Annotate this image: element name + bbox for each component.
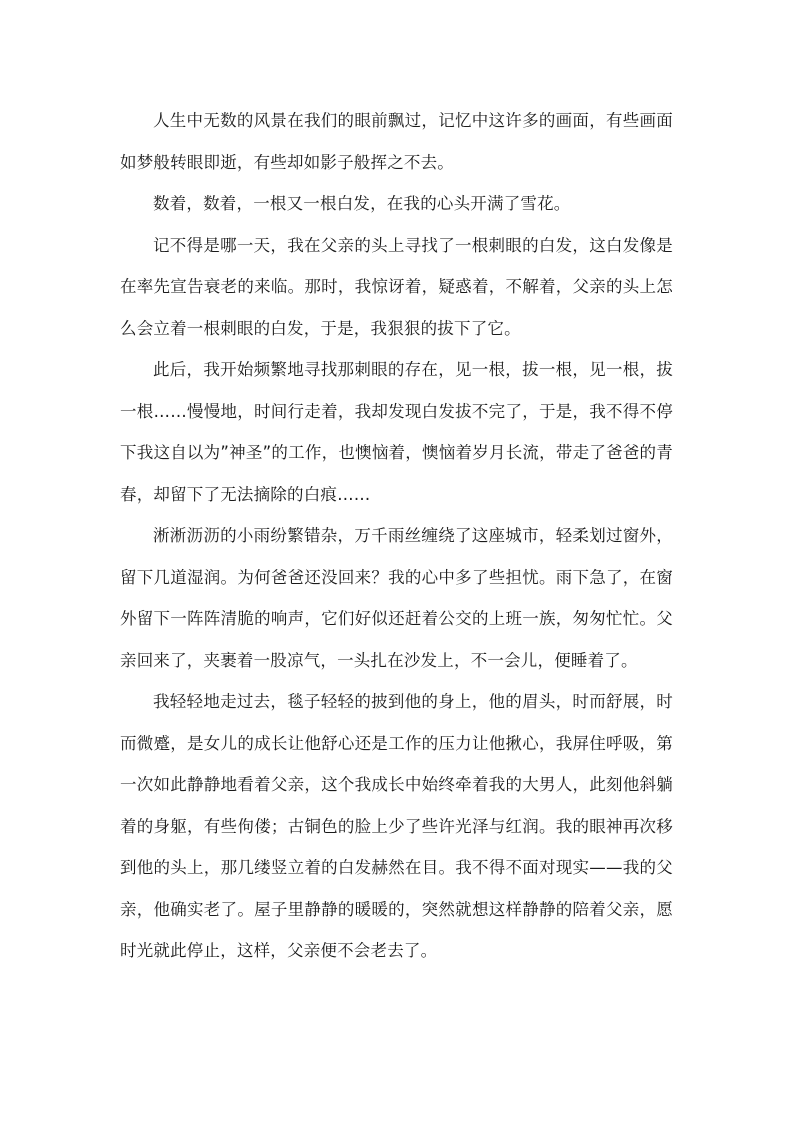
- paragraph-4: 此后，我开始频繁地寻找那刺眼的存在，见一根，拔一根，见一根，拔一根……慢慢地，时间行走着，我却发现白发拔不完了，于是，我不得不停下我这自以为”神圣”的工作，也懊恼着，懊恼着岁月长流，带走了爸爸的青春，却留下了无法摘除的白痕……: [120, 360, 673, 504]
- paragraph-2: 数着，数着，一根又一根白发，在我的心头开满了雪花。: [153, 194, 571, 213]
- paragraph-5: 淅淅沥沥的小雨纷繁错杂，万千雨丝缠绕了这座城市，轻柔划过窗外，留下几道湿润。为何爸爸还没回来？我的心中多了些担忧。雨下急了，在窗外留下一阵阵清脆的响声，它们好似还赶着公交的上班一族，匆匆忙忙。父亲回来了，夹裹着一股凉气，一头扎在沙发上，不一会儿，便睡着了。: [120, 526, 673, 670]
- paragraph-6: 我轻轻地走过去，毯子轻轻的披到他的身上，他的眉头，时而舒展，时而微蹙，是女儿的成长让他舒心还是工作的压力让他揪心，我屏住呼吸，第一次如此静静地看着父亲，这个我成长中始终牵着我的大男人，此刻他斜躺着的身躯，有些佝偻；古铜色的脸上少了些许光泽与红润。我的眼神再次移到他的头上，那几缕竖立着的白发赫然在目。我不得不面对现实——我的父亲，他确实老了。屋子里静静的暖暖的，突然就想这样静静的陪着父亲，愿时光就此停止，这样，父亲便不会老去了。: [120, 692, 673, 960]
- paragraph-1: 人生中无数的风景在我们的眼前飘过，记忆中这许多的画面，有些画面如梦般转眼即逝，有些却如影子般挥之不去。: [120, 111, 673, 172]
- article-body: [120, 100, 673, 972]
- paragraph-3: 记不得是哪一天，我在父亲的头上寻找了一根刺眼的白发，这白发像是在率先宣告衰老的来临。那时，我惊讶着，疑惑着，不解着，父亲的头上怎么会立着一根刺眼的白发，于是，我狠狠的拔下了它。: [120, 235, 673, 338]
